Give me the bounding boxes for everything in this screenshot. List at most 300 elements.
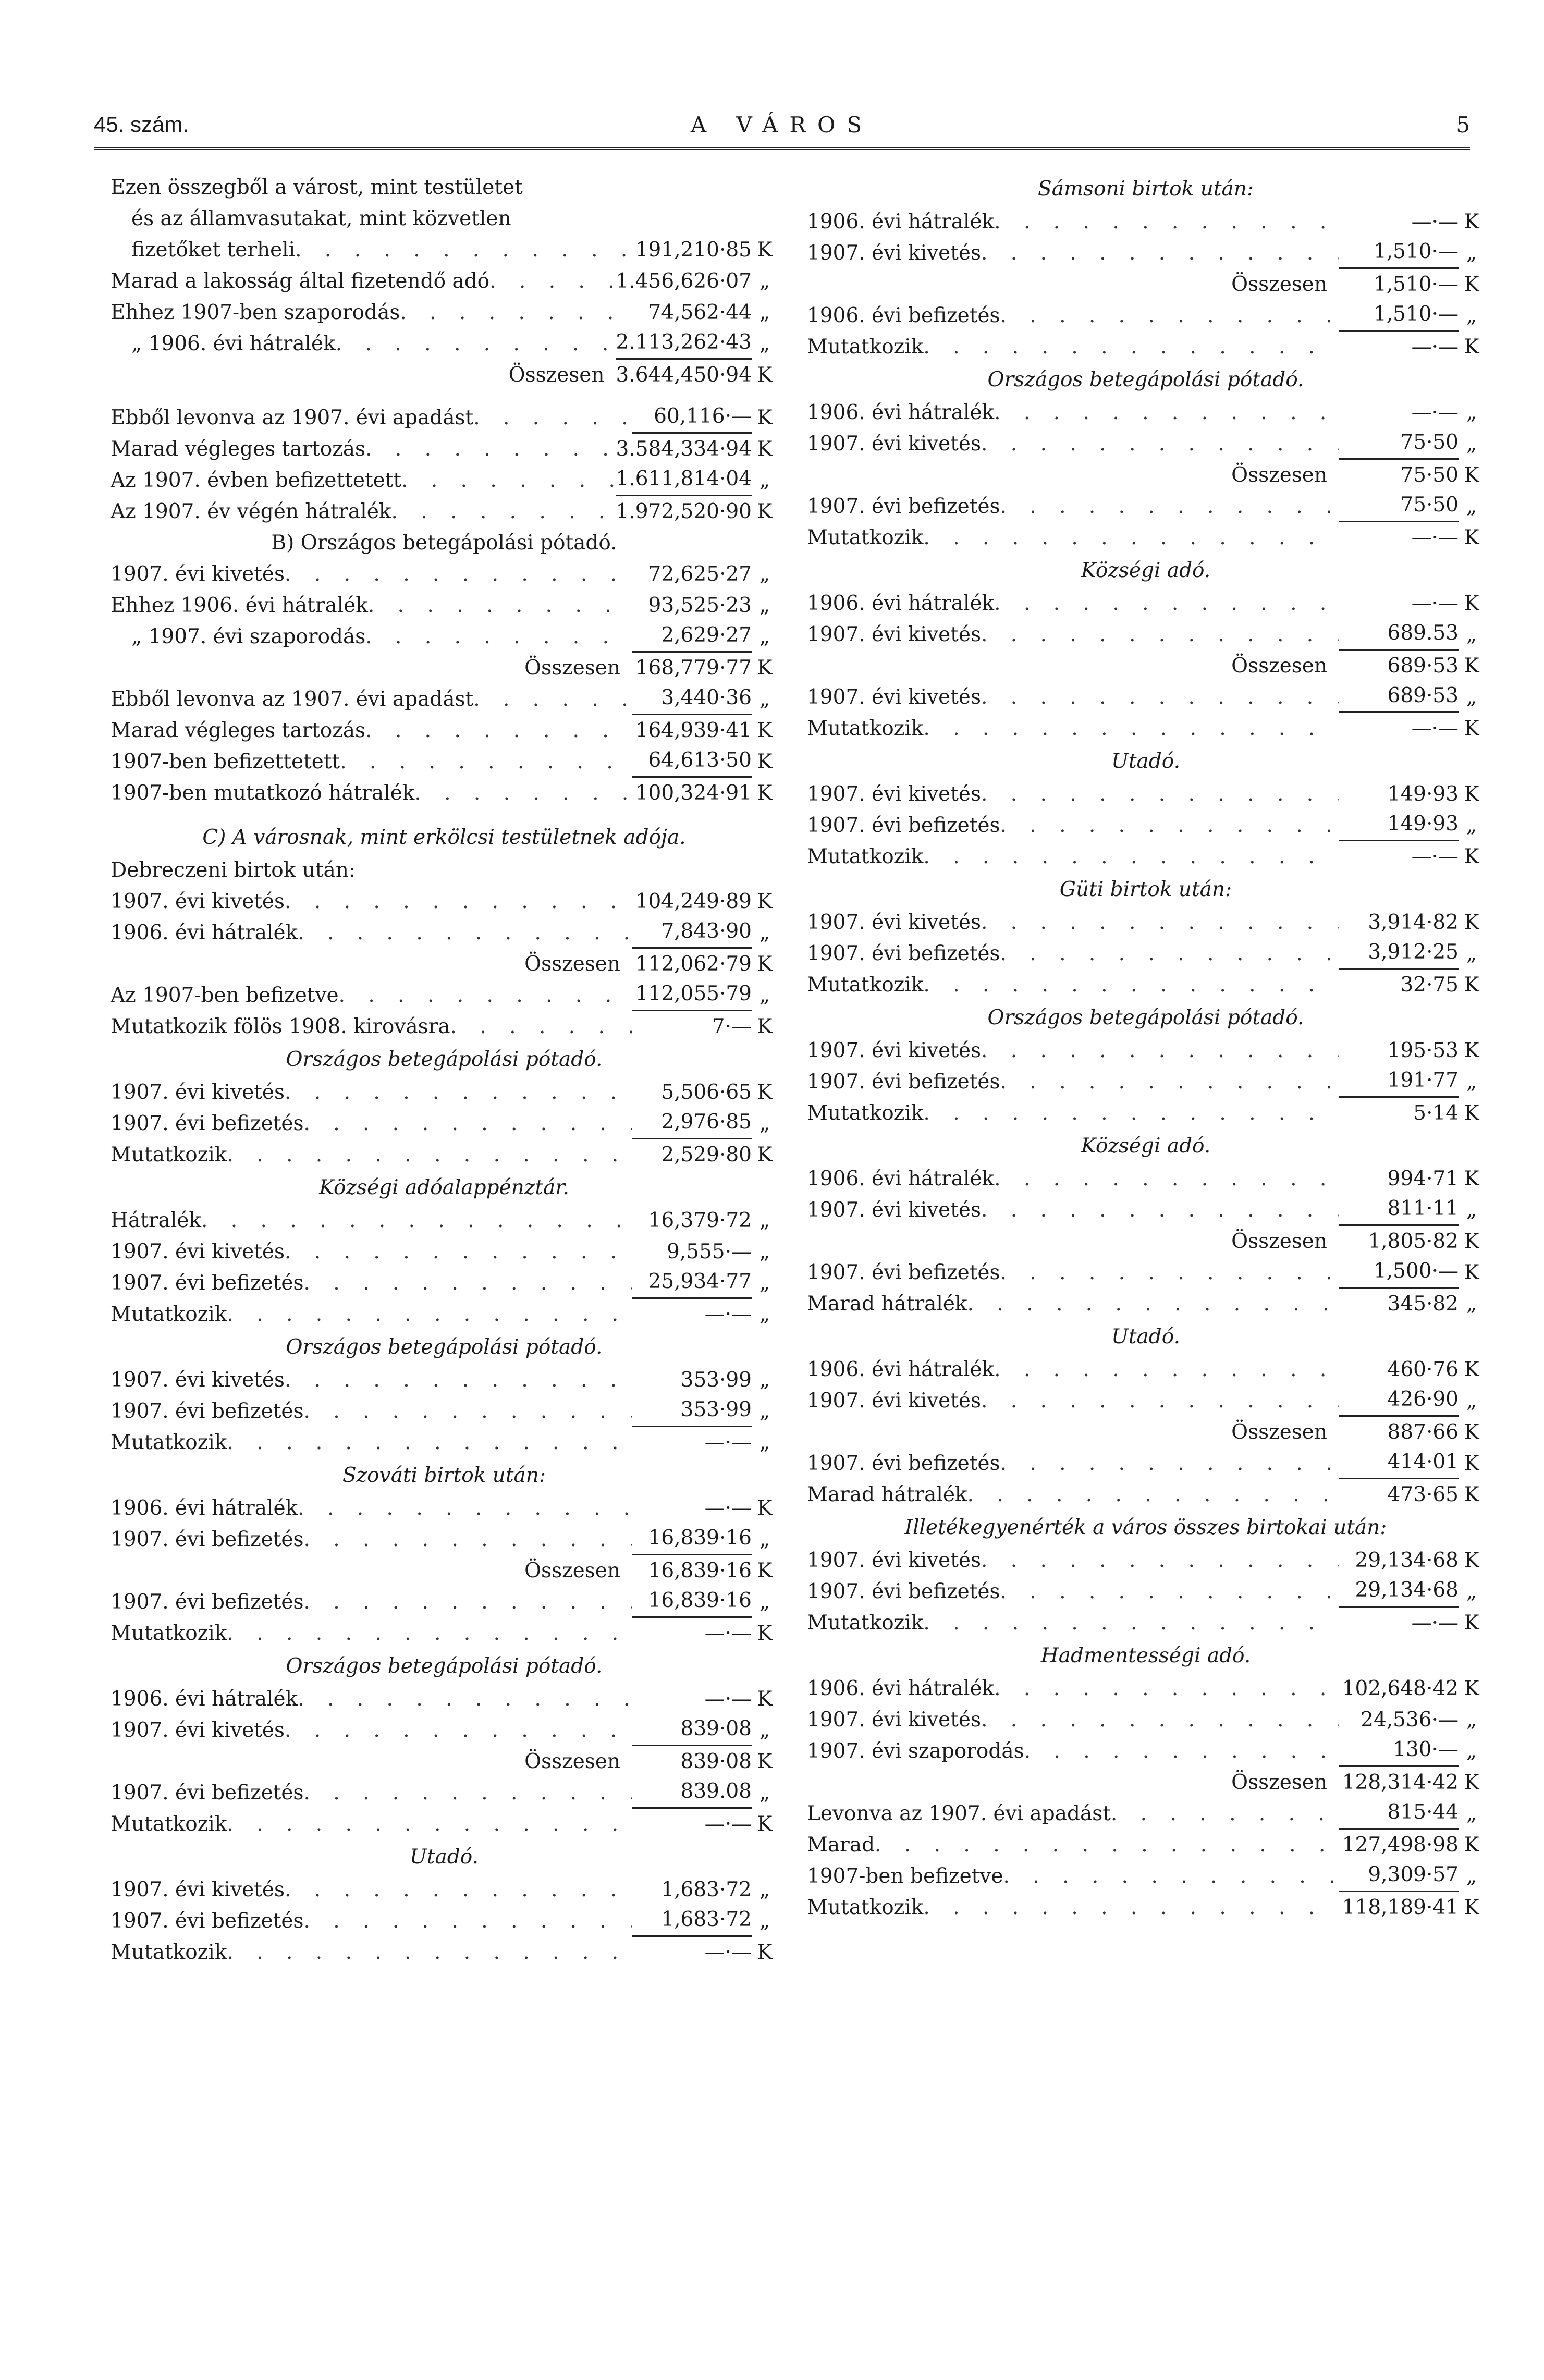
- row-amount: —·—: [1411, 526, 1459, 549]
- row-amount: —·—: [704, 1812, 752, 1836]
- row-unit: „: [1466, 942, 1477, 965]
- total-label: Összesen: [1231, 1230, 1327, 1253]
- row-unit: K: [757, 1750, 773, 1773]
- ledger-row: [111, 1427, 778, 1458]
- row-amount: 102,648·42: [1342, 1677, 1459, 1700]
- leader-dots: [994, 397, 1339, 428]
- row-amount: 426·90: [1339, 1384, 1459, 1417]
- section-heading: Országos betegápolási pótadó.: [987, 368, 1304, 391]
- row-label: Az 1907. év végén hátralék: [111, 500, 391, 523]
- ledger-row: [807, 938, 1485, 970]
- row-amount: 112,055·79: [632, 978, 752, 1011]
- leader-dots: [401, 465, 616, 496]
- row-amount: 689·53: [1387, 654, 1459, 678]
- row-label: Mutatkozik: [111, 1622, 227, 1645]
- row-amount: 75·50: [1339, 489, 1459, 522]
- row-amount: 3,912·25: [1339, 937, 1459, 970]
- row-amount: 839·08: [632, 1713, 752, 1746]
- row-unit: K: [757, 406, 773, 430]
- leader-dots: [201, 1205, 632, 1236]
- row-amount: 5,506·65: [661, 1081, 752, 1104]
- row-label: 1907. évi kivetés: [807, 623, 982, 646]
- leader-dots: [994, 206, 1339, 238]
- leader-dots: [303, 1524, 632, 1555]
- row-amount: 149·93: [1339, 808, 1459, 841]
- leader-dots: [285, 559, 632, 590]
- row-amount: 811·11: [1339, 1193, 1459, 1226]
- ledger-row: [111, 266, 778, 297]
- row-unit: K: [757, 1812, 773, 1836]
- leader-dots: [1003, 1861, 1339, 1892]
- total-label: Összesen: [524, 1750, 620, 1773]
- leader-dots: [339, 980, 632, 1011]
- row-unit: K: [1464, 592, 1479, 615]
- row-amount: 815·44: [1339, 1797, 1459, 1830]
- section-heading: Országos betegápolási pótadó.: [286, 1335, 603, 1359]
- ledger-row: [111, 1493, 778, 1524]
- ledger-row: [807, 1545, 1485, 1576]
- row-amount: 689·53: [1339, 680, 1459, 713]
- row-amount: 887·66: [1387, 1420, 1459, 1444]
- row-unit: K: [1464, 911, 1479, 934]
- row-amount: 689.53: [1339, 618, 1459, 651]
- row-amount: 32·75: [1400, 973, 1459, 997]
- leader-dots: [923, 1892, 1339, 1923]
- ledger-row: [111, 328, 778, 360]
- row-label: Mutatkozik: [807, 845, 924, 868]
- total-label: Összesen: [524, 952, 620, 976]
- ledger-row: [111, 1809, 778, 1840]
- ledger-row: [111, 496, 778, 527]
- ledger-row: [807, 1163, 1485, 1195]
- row-unit: K: [1464, 1549, 1479, 1572]
- leader-dots: [295, 235, 632, 266]
- section-heading: Községi adó.: [1081, 559, 1211, 582]
- ledger-row: [807, 619, 1485, 651]
- row-label: 1907-ben mutatkozó hátralék: [111, 781, 415, 805]
- row-label: Marad hátralék: [807, 1292, 967, 1316]
- row-amount: 16,839·16: [632, 1585, 752, 1618]
- leader-dots: [303, 1268, 632, 1299]
- row-amount: 195·53: [1387, 1039, 1459, 1062]
- row-unit: „: [1466, 1070, 1477, 1094]
- row-label: Mutatkozik: [807, 1896, 924, 1919]
- ledger-row: [111, 1205, 778, 1236]
- ledger-row: [807, 713, 1485, 744]
- row-amount: 16,379·72: [648, 1209, 752, 1232]
- ledger-row: [111, 1937, 778, 1968]
- ledger-row: [807, 1098, 1485, 1129]
- row-label: Mutatkozik: [807, 335, 924, 359]
- row-amount: —·—: [704, 1496, 752, 1520]
- row-label: 1906. évi hátralék: [807, 592, 995, 615]
- ledger-row: [111, 235, 778, 266]
- leader-dots: [1024, 1736, 1339, 1767]
- leader-dots: [981, 682, 1339, 713]
- ledger-row: [807, 970, 1485, 1001]
- row-label: Mutatkozik: [807, 1611, 924, 1635]
- row-unit: K: [1464, 335, 1479, 359]
- leader-dots: [227, 1809, 632, 1840]
- leader-dots: [336, 328, 616, 360]
- leader-dots: [285, 1236, 632, 1268]
- section-heading: Országos betegápolási pótadó.: [286, 1048, 603, 1071]
- row-unit: „: [759, 1271, 770, 1295]
- leader-dots: [981, 1704, 1339, 1736]
- row-amount: 130·—: [1339, 1734, 1459, 1767]
- row-label: „ 1906. évi hátralék: [131, 332, 336, 355]
- row-label: Mutatkozik: [111, 1812, 227, 1836]
- leader-dots: [285, 1077, 632, 1108]
- total-label: Összesen: [524, 1559, 620, 1582]
- text-line: Debreczeni birtok után:: [111, 858, 356, 882]
- section-heading: Utadó.: [1111, 1325, 1180, 1348]
- ledger-row: [111, 1524, 778, 1555]
- page-header: [94, 112, 1470, 149]
- row-amount: 75·50: [1339, 427, 1459, 460]
- leader-dots: [227, 1937, 632, 1968]
- row-amount: 128,314·42: [1342, 1771, 1459, 1794]
- row-unit: „: [759, 1112, 770, 1135]
- ledger-row: [111, 465, 778, 496]
- row-unit: K: [1464, 463, 1479, 487]
- ledger-row: [111, 1396, 778, 1427]
- row-label: 1907-ben befizettetett: [111, 750, 340, 774]
- total-label: Összesen: [1231, 654, 1327, 678]
- total-row: [111, 653, 778, 684]
- row-label: 1906. évi hátralék: [111, 1496, 298, 1520]
- row-amount: 1.456,626·07: [616, 269, 752, 293]
- total-row: [111, 1746, 778, 1777]
- leader-dots: [368, 590, 632, 621]
- total-row: [807, 269, 1485, 300]
- leader-dots: [967, 1289, 1339, 1320]
- row-unit: „: [759, 1719, 770, 1742]
- ledger-row: [111, 1365, 778, 1396]
- row-unit: „: [759, 1878, 770, 1901]
- ledger-row: [111, 1777, 778, 1809]
- leader-dots: [365, 621, 632, 653]
- leader-dots: [923, 713, 1339, 744]
- row-unit: „: [759, 1209, 770, 1232]
- row-amount: 5·14: [1413, 1101, 1459, 1125]
- row-unit: K: [757, 238, 773, 262]
- row-amount: 473·65: [1387, 1483, 1459, 1506]
- row-unit: „: [759, 921, 770, 944]
- row-amount: 1,683·72: [632, 1904, 752, 1937]
- row-label: 1907. évi befizetés: [111, 1909, 304, 1933]
- row-amount: 1.611,814·04: [616, 463, 752, 496]
- row-unit: „: [759, 1528, 770, 1551]
- ledger-row: [807, 1798, 1485, 1830]
- row-unit: „: [1466, 1198, 1477, 1222]
- row-unit: „: [1466, 685, 1477, 709]
- total-label: Összesen: [1231, 1420, 1327, 1444]
- leader-dots: [981, 619, 1339, 651]
- row-label: 1906. évi hátralék: [807, 401, 995, 424]
- row-amount: —·—: [704, 1431, 752, 1454]
- leader-dots: [981, 428, 1339, 460]
- ledger-row: [807, 1354, 1485, 1385]
- section-heading: Güti birtok után:: [1059, 878, 1232, 901]
- row-label: Mutatkozik: [111, 1941, 227, 1964]
- row-unit: K: [1464, 654, 1479, 678]
- row-amount: 460·76: [1387, 1358, 1459, 1381]
- row-label: Marad hátralék: [807, 1483, 967, 1506]
- issue-number: 45. szám.: [94, 112, 189, 137]
- section-heading: Illetékegyenérték a város összes birtokai után:: [904, 1516, 1387, 1539]
- row-unit: K: [757, 890, 773, 913]
- left-column: [111, 172, 778, 1968]
- ledger-row: [111, 886, 778, 917]
- ledger-row: [807, 1704, 1485, 1736]
- leader-dots: [298, 1684, 632, 1715]
- ledger-row: [111, 715, 778, 746]
- row-amount: —·—: [1411, 845, 1459, 868]
- row-amount: 104,249·89: [635, 890, 752, 913]
- row-amount: 191,210·85: [635, 238, 752, 262]
- row-unit: „: [759, 301, 770, 324]
- total-row: [807, 1226, 1485, 1257]
- section-heading: Községi adóalappénztár.: [318, 1176, 570, 1199]
- row-unit: K: [1464, 1771, 1479, 1794]
- row-amount: 93,525·23: [648, 594, 752, 617]
- row-label: 1907. évi kivetés: [807, 1549, 982, 1572]
- row-amount: 353·99: [632, 1394, 752, 1427]
- ledger-row: [111, 434, 778, 465]
- row-unit: „: [1466, 241, 1477, 265]
- row-amount: 353·99: [680, 1368, 752, 1392]
- ledger-row: [111, 1906, 778, 1937]
- row-amount: 7·—: [712, 1015, 752, 1038]
- section-heading: Utadó.: [410, 1845, 479, 1869]
- row-unit: „: [759, 332, 770, 355]
- spacer: [111, 809, 778, 820]
- row-unit: K: [757, 1622, 773, 1645]
- total-row: [111, 1555, 778, 1587]
- ledger-row: [807, 300, 1485, 332]
- total-label: Összesen: [1231, 1771, 1327, 1794]
- total-row: [807, 460, 1485, 491]
- row-unit: „: [759, 469, 770, 492]
- row-label: 1906. évi hátralék: [807, 1677, 995, 1700]
- leader-dots: [303, 1906, 632, 1937]
- row-unit: „: [759, 1400, 770, 1423]
- row-unit: K: [757, 1015, 773, 1038]
- leader-dots: [923, 1608, 1339, 1639]
- row-label: Marad: [807, 1833, 875, 1857]
- leader-dots: [981, 1035, 1339, 1066]
- row-amount: 191·77: [1339, 1065, 1459, 1098]
- row-amount: 2.113,262·43: [616, 327, 752, 360]
- row-unit: K: [1464, 1358, 1479, 1381]
- leader-dots: [1000, 1576, 1339, 1608]
- ledger-row: [807, 1385, 1485, 1417]
- row-amount: 24,536·—: [1361, 1708, 1459, 1732]
- leader-dots: [340, 746, 632, 778]
- ledger-row: [807, 491, 1485, 522]
- row-label: 1907. évi kivetés: [807, 685, 982, 709]
- total-row: [807, 1767, 1485, 1798]
- row-unit: K: [757, 1687, 773, 1711]
- row-unit: K: [757, 656, 773, 680]
- row-unit: „: [1466, 1580, 1477, 1603]
- ledger-row: [807, 1673, 1485, 1704]
- row-unit: „: [1466, 1708, 1477, 1732]
- leader-dots: [489, 266, 616, 297]
- row-amount: 1,510·—: [1339, 299, 1459, 332]
- row-unit: „: [759, 1240, 770, 1263]
- ledger-row: [111, 559, 778, 590]
- ledger-row: [807, 206, 1485, 238]
- row-unit: K: [757, 1496, 773, 1520]
- row-amount: 2,629·27: [632, 620, 752, 653]
- row-label: 1907. évi befizetés: [111, 1271, 304, 1295]
- right-column: [807, 172, 1485, 1923]
- row-amount: 1,510·—: [1339, 236, 1459, 269]
- row-unit: K: [757, 952, 773, 976]
- row-unit: „: [759, 1781, 770, 1805]
- row-unit: „: [1466, 432, 1477, 456]
- section-heading: Utadó.: [1111, 750, 1180, 773]
- row-unit: „: [759, 1303, 770, 1326]
- row-unit: „: [759, 625, 770, 648]
- section-heading: Községi adó.: [1081, 1134, 1211, 1158]
- row-amount: 3,914·82: [1368, 911, 1459, 934]
- ledger-row: [807, 522, 1485, 554]
- leader-dots: [298, 1493, 632, 1524]
- ledger-row: [807, 1892, 1485, 1923]
- row-amount: —·—: [1411, 1611, 1459, 1635]
- section-heading: Országos betegápolási pótadó.: [987, 1006, 1304, 1029]
- leader-dots: [994, 1354, 1339, 1385]
- leader-dots: [994, 1163, 1339, 1195]
- ledger-row: [111, 402, 778, 434]
- leader-dots: [303, 1587, 632, 1618]
- row-unit: „: [759, 1909, 770, 1933]
- ledger-row: [807, 1066, 1485, 1098]
- row-label: 1907. évi befizetés: [111, 1590, 304, 1614]
- leader-dots: [981, 779, 1339, 810]
- row-label: 1907. évi befizetés: [807, 495, 1000, 518]
- row-label: 1907. évi befizetés: [111, 1400, 304, 1423]
- row-amount: —·—: [704, 1687, 752, 1711]
- row-unit: „: [1466, 304, 1477, 327]
- row-amount: 127,498·98: [1342, 1833, 1459, 1857]
- row-unit: K: [1464, 1230, 1479, 1253]
- ledger-row: [807, 810, 1485, 841]
- text-line: és az államvasutakat, mint közvetlen: [131, 207, 511, 230]
- row-label: Mutatkozik: [807, 526, 924, 549]
- row-label: 1907. évi befizetés: [807, 1261, 1000, 1284]
- row-amount: 100,324·91: [635, 781, 752, 805]
- leader-dots: [1111, 1798, 1339, 1830]
- row-unit: K: [757, 1143, 773, 1167]
- row-unit: K: [1464, 1677, 1479, 1700]
- leader-dots: [285, 1365, 632, 1396]
- row-unit: K: [1464, 1833, 1479, 1857]
- row-unit: „: [759, 269, 770, 293]
- row-unit: K: [757, 1559, 773, 1582]
- leader-dots: [923, 522, 1339, 554]
- leader-dots: [1000, 300, 1339, 332]
- row-unit: K: [1464, 1167, 1479, 1191]
- leader-dots: [303, 1108, 632, 1139]
- row-label: fizetőket terheli: [131, 238, 296, 262]
- row-amount: 2,529·80: [661, 1143, 752, 1167]
- row-label: Mutatkozik: [111, 1303, 227, 1326]
- ledger-row: [807, 841, 1485, 873]
- row-amount: 74,562·44: [648, 301, 752, 324]
- row-label: Ebből levonva az 1907. évi apadást: [111, 688, 474, 711]
- row-label: 1907. évi kivetés: [807, 1198, 982, 1222]
- row-label: 1907. évi kivetés: [111, 1240, 285, 1263]
- row-amount: 1.972,520·90: [616, 500, 752, 523]
- row-unit: K: [1464, 845, 1479, 868]
- row-unit: „: [759, 594, 770, 617]
- leader-dots: [923, 1098, 1339, 1129]
- row-label: 1907. évi kivetés: [111, 890, 285, 913]
- leader-dots: [1000, 1448, 1339, 1479]
- row-amount: —·—: [704, 1303, 752, 1326]
- ledger-row: [807, 1035, 1485, 1066]
- row-amount: 29,134·68: [1339, 1575, 1459, 1608]
- row-unit: K: [1464, 273, 1479, 296]
- row-label: Mutatkozik: [111, 1431, 227, 1454]
- row-unit: K: [1464, 717, 1479, 740]
- row-unit: K: [1464, 782, 1479, 806]
- row-unit: „: [1466, 1739, 1477, 1763]
- leader-dots: [285, 1715, 632, 1746]
- row-unit: „: [759, 1431, 770, 1454]
- ledger-row: [807, 397, 1485, 428]
- row-amount: —·—: [704, 1622, 752, 1645]
- section-heading: Szováti birtok után:: [342, 1464, 546, 1487]
- row-label: 1906. évi befizetés: [807, 304, 1000, 327]
- row-unit: K: [757, 1081, 773, 1104]
- ledger-row: [807, 779, 1485, 810]
- row-amount: 16,839·16: [632, 1523, 752, 1555]
- row-label: 1907. évi kivetés: [807, 241, 982, 265]
- ledger-row: [111, 1108, 778, 1139]
- row-label: Ebből levonva az 1907. évi apadást: [111, 406, 474, 430]
- ledger-row: [807, 1257, 1485, 1289]
- ledger-row: [807, 332, 1485, 363]
- row-amount: 168,779·77: [635, 656, 752, 680]
- leader-dots: [994, 588, 1339, 619]
- leader-dots: [227, 1427, 632, 1458]
- leader-dots: [981, 907, 1339, 938]
- row-unit: K: [1464, 1261, 1479, 1284]
- row-label: Mutatkozik: [807, 973, 924, 997]
- row-amount: 64,613·50: [632, 745, 752, 778]
- row-label: 1907. évi befizetés: [807, 942, 1000, 965]
- row-unit: K: [1464, 526, 1479, 549]
- row-unit: „: [759, 1590, 770, 1614]
- row-label: Ehhez 1906. évi hátralék: [111, 594, 368, 617]
- row-label: 1907. évi kivetés: [807, 1708, 982, 1732]
- row-label: 1907. évi kivetés: [807, 911, 982, 934]
- row-amount: 118,189·41: [1342, 1896, 1459, 1919]
- row-unit: „: [1466, 495, 1477, 518]
- row-label: 1907. évi kivetés: [807, 1039, 982, 1062]
- ledger-row: [807, 1861, 1485, 1892]
- row-label: 1906. évi hátralék: [111, 921, 298, 944]
- leader-dots: [1000, 1257, 1339, 1289]
- row-unit: K: [757, 500, 773, 523]
- ledger-row: [807, 428, 1485, 460]
- ledger-row: [807, 1736, 1485, 1767]
